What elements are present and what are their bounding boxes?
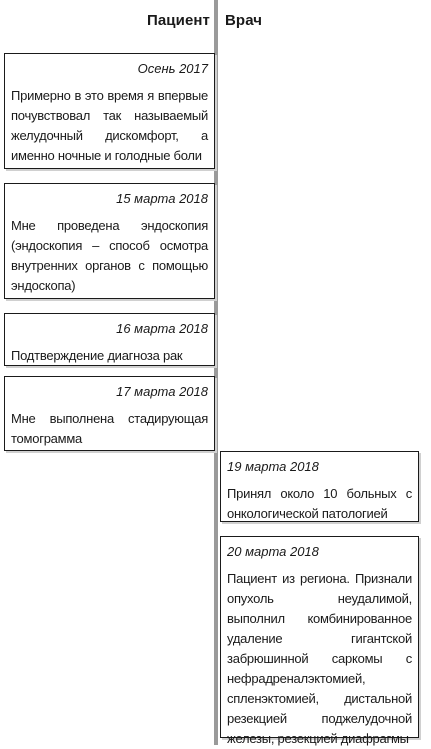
patient-entry-card (4, 313, 215, 366)
patient-entry-card (4, 53, 215, 169)
doctor-entry-card (220, 451, 419, 522)
entry-date: 15 марта 2018 (116, 191, 208, 206)
patient-entry-card (4, 183, 215, 299)
entry-date: 16 марта 2018 (116, 321, 208, 336)
entry-text: Принял около 10 больных с онкологической патологией (227, 486, 412, 521)
entry-date: 19 марта 2018 (227, 459, 319, 474)
entry-text: Мне выполнена стадирующая томограмма (11, 411, 208, 446)
entry-date: 20 марта 2018 (227, 544, 319, 559)
entry-text: Мне проведена эндоскопия (эндоскопия – способ осмотра внутренних органов с помощью эндоскопа) (11, 218, 208, 293)
entry-text: Примерно в это время я впервые почувствовал так называемый желудочный дискомфорт, а именно ночные и голодные боли (11, 88, 208, 163)
entry-date: Осень 2017 (137, 61, 208, 76)
entry-text: Подтверждение диагноза рак (11, 348, 183, 363)
patient-entry-card (4, 376, 215, 451)
column-header-doctor: Врач (225, 12, 263, 29)
entry-date: 17 марта 2018 (116, 384, 208, 399)
column-header-patient: Пациент (146, 12, 210, 29)
doctor-entry-card (220, 536, 419, 746)
entry-text: Пациент из региона. Признали опухоль неудалимой, выполнил комбинированное удаление гигантской забрюшинной саркомы с нефрадреналэктомией, спленэктомией, дистальной резекцией поджелудочной железы, резекцией диафрагмы (227, 571, 412, 746)
